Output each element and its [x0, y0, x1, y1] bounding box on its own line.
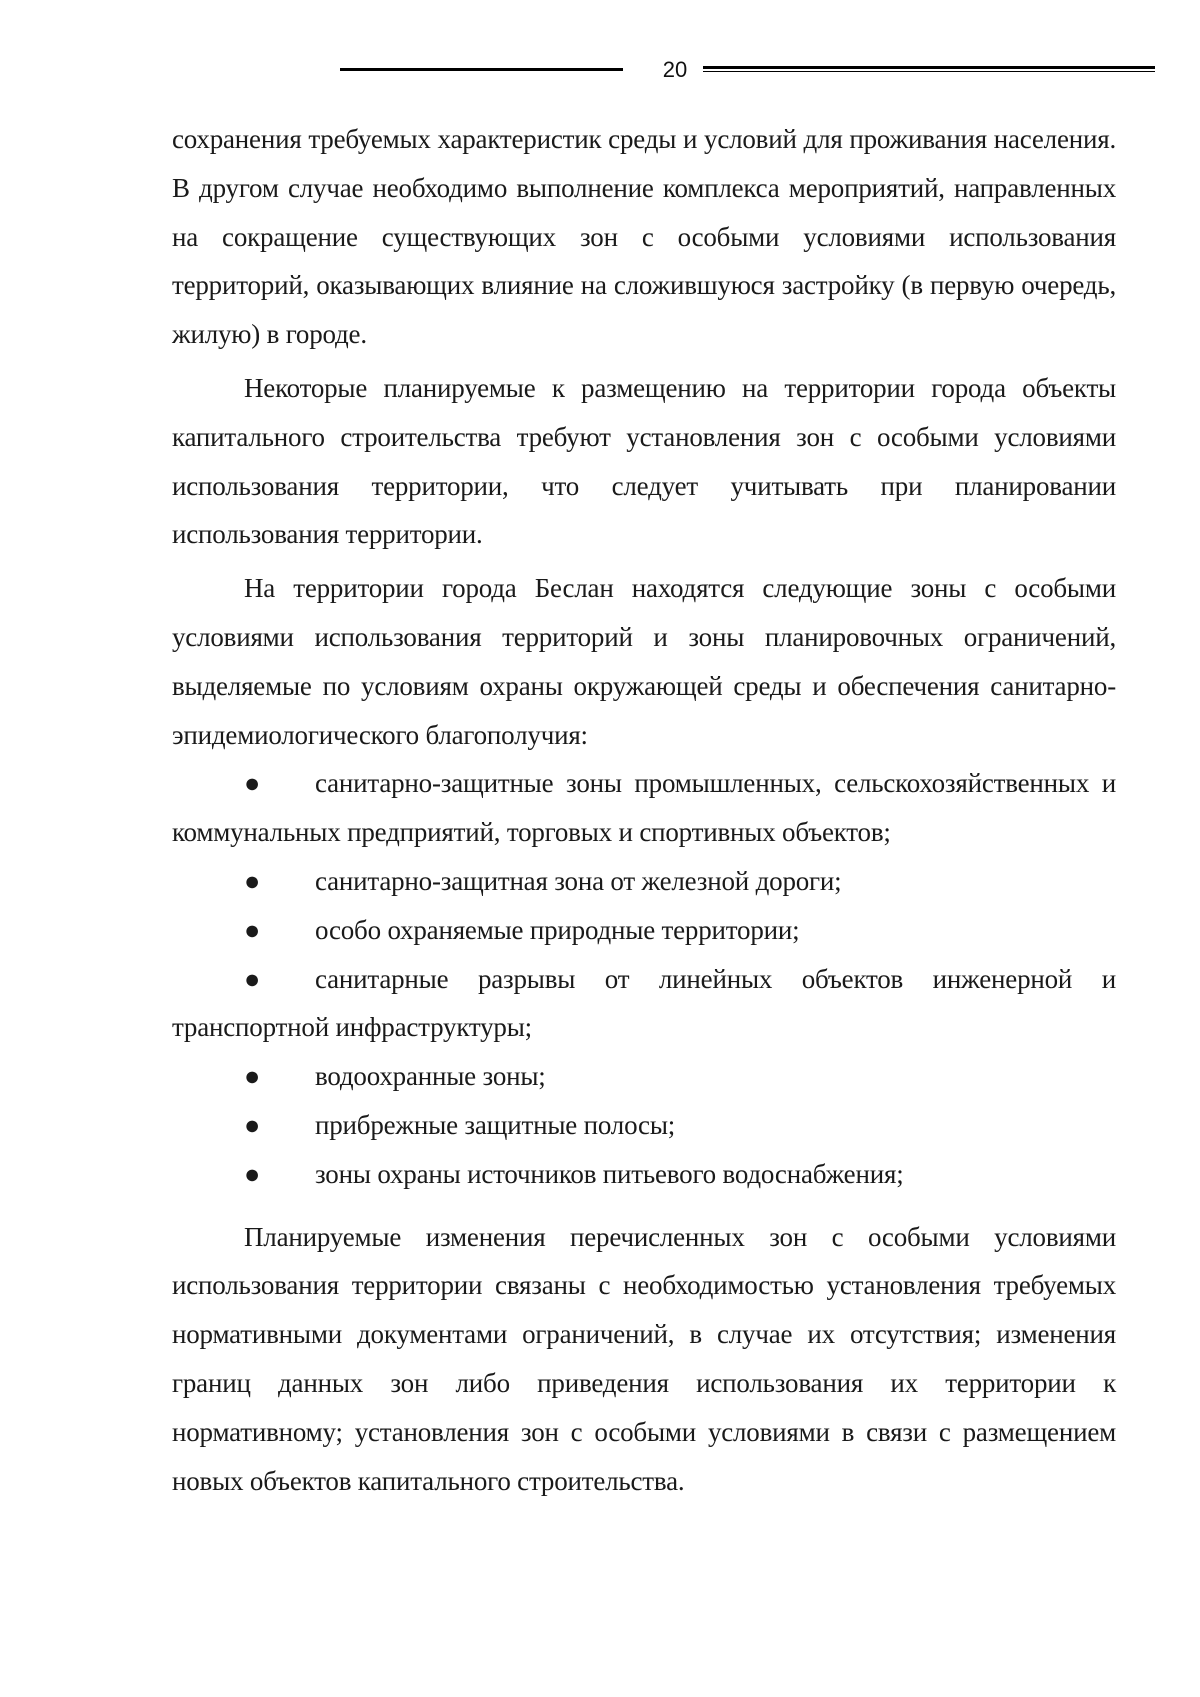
paragraph: На территории города Беслан находятся следующие зоны с особыми условиями использования территорий и зоны планировочных ограничений, выделяемые по условиям охраны окружающей среды и обеспечения санитарно- эпидемиологического благополучия: [172, 573, 1116, 750]
list-item [172, 955, 1116, 1053]
paragraph: Планируемые изменения перечисленных зон с особыми условиями использования территории связаны с необходимостью установления требуемых нормативными документами ограничений, в случае их отсутствия; изменения границ данных зон либо приведения использования их территории к нормативному; установления зон с особыми условиями в связи с размещением новых объектов капитального строительства. [172, 1221, 1116, 1496]
list-item-text: санитарно-защитная зона от железной дороги; [315, 865, 842, 896]
list-item [172, 1101, 1116, 1150]
list-item-text: водоохранные зоны; [315, 1061, 546, 1092]
bullet-icon: ● [244, 865, 261, 896]
bullet-icon: ● [244, 1061, 261, 1092]
list-item [172, 1052, 1116, 1101]
list-item-text: санитарно-защитные зоны промышленных, сельскохозяйственных и коммунальных предприятий, торговых и спортивных объектов; [172, 768, 1116, 848]
body-text [172, 115, 1116, 1505]
list-item-text: санитарные разрывы от линейных объектов инженерной и транспортной инфраструктуры; [172, 963, 1116, 1043]
list-item [172, 1150, 1116, 1199]
header-rule-left [340, 68, 623, 71]
list-item [172, 759, 1116, 857]
bullet-icon: ● [244, 1109, 261, 1140]
paragraph: Некоторые планируемые к размещению на территории города объекты капитального строительства требуют установления зон с особыми условиями использования территории, что следует учитывать при планировании использования территории. [172, 372, 1116, 550]
bullet-icon: ● [244, 963, 261, 994]
list-item-text: зоны охраны источников питьевого водоснабжения; [315, 1158, 904, 1189]
list-item [172, 906, 1116, 955]
paragraph: сохранения требуемых характеристик среды и условий для проживания населения. В другом случае необходимо выполнение комплекса мероприятий, направленных на сокращение существующих зон с особыми условиями использования территорий, оказывающих влияние на сложившуюся застройку (в первую очередь, жилую) в городе. [172, 124, 1116, 350]
bullet-icon: ● [244, 768, 261, 799]
page-header [340, 55, 1155, 85]
header-rule-right [703, 66, 1155, 72]
bullet-icon: ● [244, 1158, 261, 1189]
bullet-icon: ● [244, 914, 261, 945]
page-number: 20 [662, 57, 688, 82]
list-item-text: прибрежные защитные полосы; [315, 1109, 676, 1140]
list-item [172, 857, 1116, 906]
list-item-text: особо охраняемые природные территории; [315, 914, 800, 945]
